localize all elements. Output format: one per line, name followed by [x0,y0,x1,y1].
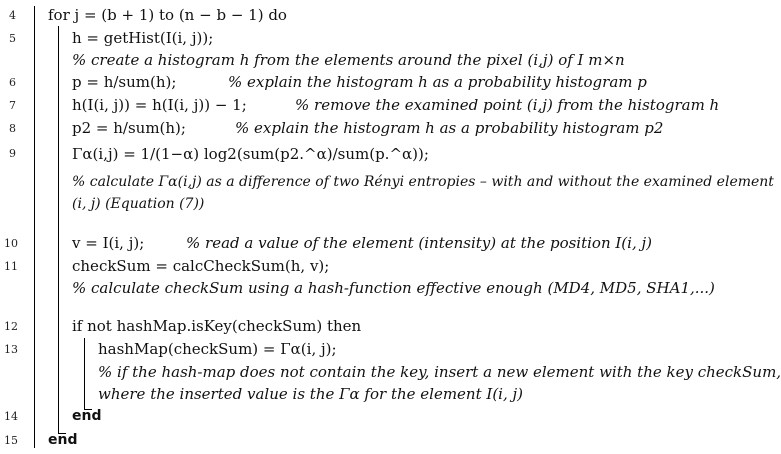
for-scope-bar [58,26,59,434]
line-number: 8 [9,122,16,135]
line-number: 14 [4,410,18,423]
line-number: 5 [9,32,16,45]
comment-line: where the inserted value is the Γα for the element I(i, j) [98,385,524,403]
code-line: Γα(i,j) = 1/(1−α) log2(sum(p2.^α)/sum(p.^α)); [72,145,429,163]
comment-line: % remove the examined point (i,j) from the histogram h [295,96,720,114]
code-line: h = getHist(I(i, j)); [72,29,214,47]
comment-line: % calculate checkSum using a hash-function effective enough (MD4, MD5, SHA1,...) [72,279,715,297]
line-number: 6 [9,76,16,89]
line-number: 15 [4,434,18,447]
if-statement: if not hashMap.isKey(checkSum) then [72,317,362,335]
comment-line: % read a value of the element (intensity) at the position I(i, j) [186,234,652,252]
line-number: 13 [4,343,18,356]
outer-scope-bar [34,6,35,448]
end-keyword: end [48,432,78,448]
line-number: 7 [9,99,16,112]
code-line: hashMap(checkSum) = Γα(i, j); [98,340,337,358]
comment-line: % if the hash-map does not contain the key, insert a new element with the key checkSum, [98,363,781,381]
line-number: 12 [4,320,18,333]
code-line: h(I(i, j)) = h(I(i, j)) − 1; [72,96,247,114]
comment-line: % calculate Γα(i,j) as a difference of two Rényi entropies – with and without the examined element [72,174,774,190]
line-number: 9 [9,147,16,160]
end-keyword: end [72,408,102,424]
comment-line: (i, j) (Equation (7)) [72,196,205,212]
if-scope-bar [84,338,85,410]
line-number: 10 [4,237,18,250]
comment-line: % explain the histogram h as a probability histogram p2 [235,119,664,137]
line-number: 4 [9,9,16,22]
comment-line: % explain the histogram h as a probability histogram p [228,73,647,91]
code-line: checkSum = calcCheckSum(h, v); [72,257,330,275]
code-line: p2 = h/sum(h); [72,119,186,137]
code-line: v = I(i, j); [72,234,145,252]
for-loop-header: for j = (b + 1) to (n − b − 1) do [48,6,287,24]
code-line: p = h/sum(h); [72,73,177,91]
line-number: 11 [4,260,18,273]
comment-line: % create a histogram h from the elements around the pixel (i,j) of I m×n [72,51,625,69]
